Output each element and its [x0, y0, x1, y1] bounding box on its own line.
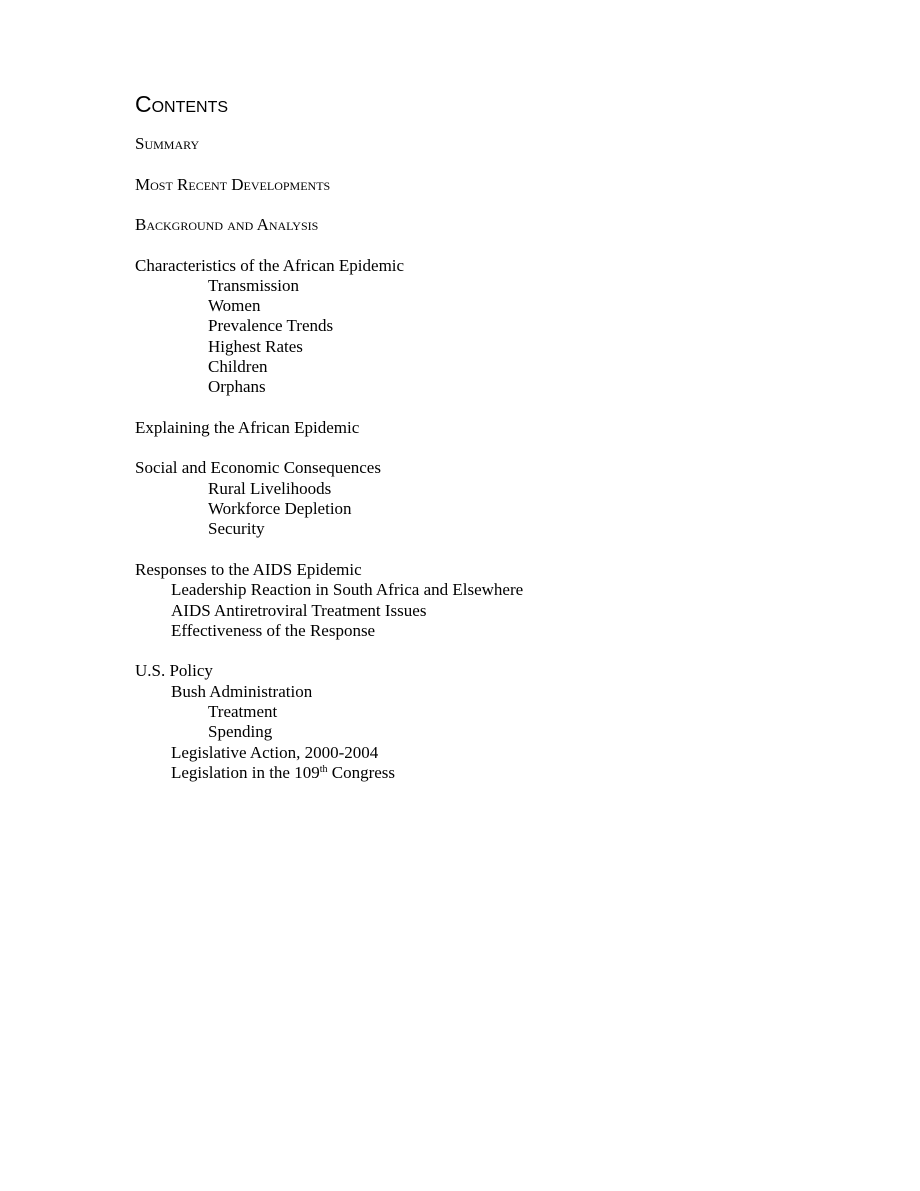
toc-entry-effectiveness[interactable]: Effectiveness of the Response	[171, 620, 376, 640]
toc-section-consequences	[135, 458, 835, 539]
toc-entry-109th-suffix: Congress	[327, 762, 396, 782]
toc-entry-security[interactable]: Security	[208, 519, 265, 539]
ordinal-superscript: th	[319, 763, 328, 775]
toc-section-responses	[135, 560, 835, 641]
toc-heading-most-recent-developments[interactable]: Most Recent Developments	[135, 174, 331, 194]
toc-heading-background-and-analysis[interactable]: Background and Analysis	[135, 215, 319, 234]
toc-section-characteristics	[135, 256, 835, 398]
toc-entry-spending[interactable]: Spending	[208, 722, 273, 742]
toc-entry-children[interactable]: Children	[208, 356, 268, 376]
toc-entry-us-policy[interactable]: U.S. Policy	[135, 661, 213, 681]
toc-entry-bush-administration[interactable]: Bush Administration	[171, 681, 313, 701]
toc-section-explaining	[135, 418, 835, 438]
toc-entry-prevalence-trends[interactable]: Prevalence Trends	[208, 316, 334, 336]
toc-entry-orphans[interactable]: Orphans	[208, 377, 266, 397]
toc-entry-consequences[interactable]: Social and Economic Consequences	[135, 458, 381, 478]
toc-entry-explaining[interactable]: Explaining the African Epidemic	[135, 417, 360, 437]
contents-page	[135, 88, 835, 804]
toc-entry-responses[interactable]: Responses to the AIDS Epidemic	[135, 559, 362, 579]
toc-entry-women[interactable]: Women	[208, 296, 261, 316]
toc-heading-summary[interactable]: Summary	[135, 134, 200, 153]
toc-entry-characteristics[interactable]: Characteristics of the African Epidemic	[135, 255, 405, 275]
toc-entry-workforce-depletion[interactable]: Workforce Depletion	[208, 499, 352, 519]
toc-section-us-policy	[135, 661, 835, 783]
toc-entry-legislative-action[interactable]: Legislative Action, 2000-2004	[171, 742, 379, 762]
toc-entry-rural-livelihoods[interactable]: Rural Livelihoods	[208, 478, 332, 498]
toc-entry-transmission[interactable]: Transmission	[208, 275, 300, 295]
toc-entry-antiretroviral-issues[interactable]: AIDS Antiretroviral Treatment Issues	[171, 600, 427, 620]
toc-entry-109th-text: Legislation in the 109	[171, 762, 320, 782]
toc-entry-leadership-reaction[interactable]: Leadership Reaction in South Africa and Elsewhere	[171, 580, 524, 600]
contents-title: Contents	[135, 91, 229, 117]
toc-entry-109th-congress[interactable]	[135, 763, 835, 783]
toc-entry-treatment[interactable]: Treatment	[208, 702, 278, 722]
toc-entry-highest-rates[interactable]: Highest Rates	[208, 336, 303, 356]
